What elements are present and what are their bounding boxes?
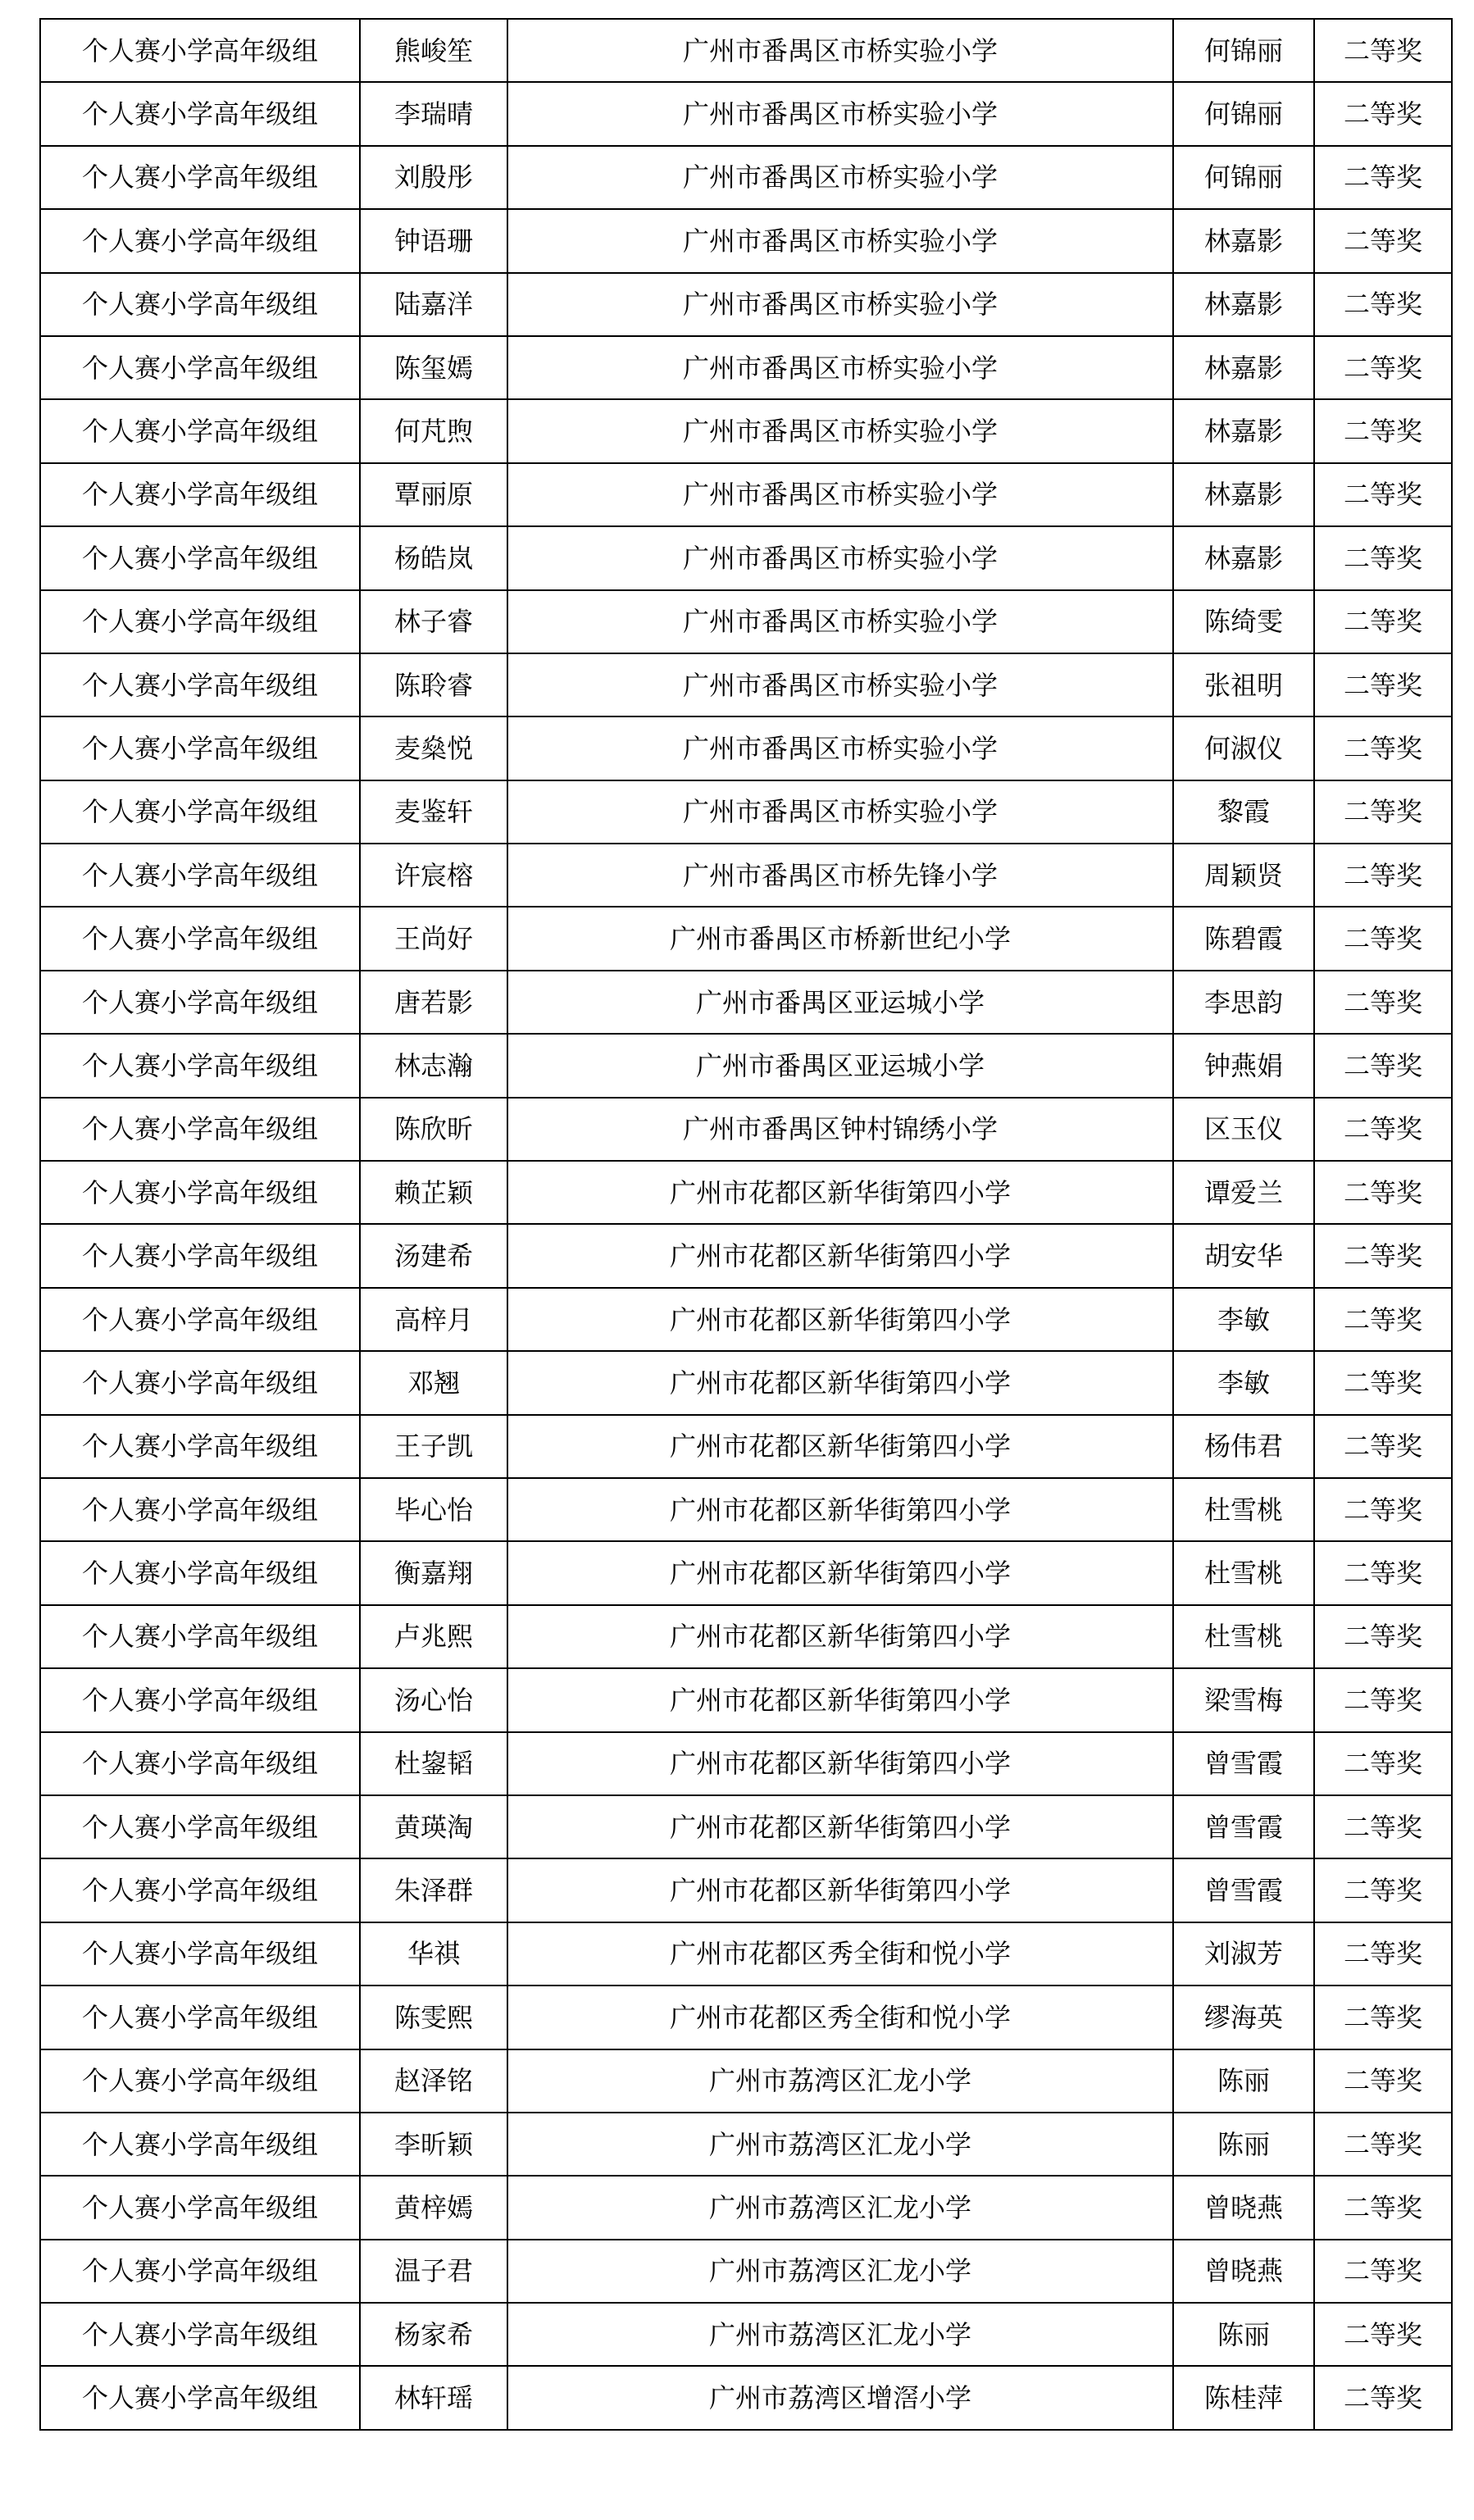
student-name-cell: 汤建希	[360, 1224, 507, 1287]
student-name-cell: 杜鋆韬	[360, 1732, 507, 1795]
group-cell: 个人赛小学高年级组	[40, 590, 360, 653]
teacher-cell: 何锦丽	[1173, 19, 1314, 82]
group-cell: 个人赛小学高年级组	[40, 1288, 360, 1351]
teacher-cell: 林嘉影	[1173, 399, 1314, 462]
table-row	[40, 1288, 1452, 1351]
table-row	[40, 336, 1452, 399]
table-row	[40, 146, 1452, 209]
group-cell: 个人赛小学高年级组	[40, 1795, 360, 1858]
student-name-cell: 卢兆熙	[360, 1605, 507, 1668]
school-cell: 广州市番禺区钟村锦绣小学	[507, 1098, 1173, 1161]
student-name-cell: 陈欣昕	[360, 1098, 507, 1161]
teacher-cell: 林嘉影	[1173, 463, 1314, 526]
teacher-cell: 缪海英	[1173, 1986, 1314, 2049]
award-cell: 二等奖	[1314, 82, 1452, 145]
award-cell: 二等奖	[1314, 780, 1452, 844]
teacher-cell: 刘淑芳	[1173, 1922, 1314, 1986]
school-cell: 广州市花都区新华街第四小学	[507, 1478, 1173, 1541]
award-cell: 二等奖	[1314, 1986, 1452, 2049]
award-cell: 二等奖	[1314, 336, 1452, 399]
award-cell: 二等奖	[1314, 2176, 1452, 2239]
group-cell: 个人赛小学高年级组	[40, 1161, 360, 1224]
teacher-cell: 李思韵	[1173, 971, 1314, 1034]
table-row	[40, 1795, 1452, 1858]
student-name-cell: 陈玺嫣	[360, 336, 507, 399]
teacher-cell: 林嘉影	[1173, 273, 1314, 336]
award-cell: 二等奖	[1314, 1858, 1452, 1922]
teacher-cell: 梁雪梅	[1173, 1668, 1314, 1731]
teacher-cell: 区玉仪	[1173, 1098, 1314, 1161]
table-row	[40, 1541, 1452, 1604]
school-cell: 广州市荔湾区汇龙小学	[507, 2176, 1173, 2239]
student-name-cell: 赵泽铭	[360, 2049, 507, 2113]
table-row	[40, 780, 1452, 844]
award-cell: 二等奖	[1314, 844, 1452, 907]
student-name-cell: 麦鉴轩	[360, 780, 507, 844]
student-name-cell: 李瑞晴	[360, 82, 507, 145]
school-cell: 广州市番禺区亚运城小学	[507, 1034, 1173, 1097]
teacher-cell: 林嘉影	[1173, 526, 1314, 589]
award-cell: 二等奖	[1314, 2113, 1452, 2176]
school-cell: 广州市花都区新华街第四小学	[507, 1541, 1173, 1604]
group-cell: 个人赛小学高年级组	[40, 336, 360, 399]
award-cell: 二等奖	[1314, 1415, 1452, 1478]
school-cell: 广州市番禺区市桥实验小学	[507, 209, 1173, 272]
group-cell: 个人赛小学高年级组	[40, 780, 360, 844]
group-cell: 个人赛小学高年级组	[40, 1858, 360, 1922]
school-cell: 广州市荔湾区汇龙小学	[507, 2049, 1173, 2113]
table-row	[40, 653, 1452, 716]
table-row	[40, 526, 1452, 589]
table-row	[40, 1478, 1452, 1541]
school-cell: 广州市番禺区市桥实验小学	[507, 399, 1173, 462]
teacher-cell: 陈丽	[1173, 2303, 1314, 2366]
school-cell: 广州市番禺区市桥实验小学	[507, 526, 1173, 589]
award-cell: 二等奖	[1314, 1795, 1452, 1858]
student-name-cell: 麦燊悦	[360, 716, 507, 780]
school-cell: 广州市番禺区市桥实验小学	[507, 716, 1173, 780]
school-cell: 广州市荔湾区增滘小学	[507, 2366, 1173, 2429]
award-cell: 二等奖	[1314, 1351, 1452, 1414]
table-row	[40, 1986, 1452, 2049]
student-name-cell: 何芃煦	[360, 399, 507, 462]
student-name-cell: 唐若影	[360, 971, 507, 1034]
school-cell: 广州市荔湾区汇龙小学	[507, 2113, 1173, 2176]
award-cell: 二等奖	[1314, 2240, 1452, 2303]
award-list-body	[40, 19, 1452, 2430]
teacher-cell: 李敏	[1173, 1351, 1314, 1414]
school-cell: 广州市番禺区市桥实验小学	[507, 336, 1173, 399]
teacher-cell: 曾晓燕	[1173, 2240, 1314, 2303]
award-cell: 二等奖	[1314, 971, 1452, 1034]
award-list-table	[39, 18, 1453, 2431]
award-cell: 二等奖	[1314, 1034, 1452, 1097]
student-name-cell: 朱泽群	[360, 1858, 507, 1922]
school-cell: 广州市番禺区市桥实验小学	[507, 82, 1173, 145]
student-name-cell: 林轩瑶	[360, 2366, 507, 2429]
award-cell: 二等奖	[1314, 716, 1452, 780]
school-cell: 广州市番禺区市桥实验小学	[507, 146, 1173, 209]
teacher-cell: 陈丽	[1173, 2049, 1314, 2113]
student-name-cell: 钟语珊	[360, 209, 507, 272]
table-row	[40, 1858, 1452, 1922]
group-cell: 个人赛小学高年级组	[40, 1668, 360, 1731]
school-cell: 广州市番禺区市桥新世纪小学	[507, 907, 1173, 970]
student-name-cell: 李昕颖	[360, 2113, 507, 2176]
table-row	[40, 1668, 1452, 1731]
table-row	[40, 1922, 1452, 1986]
award-cell: 二等奖	[1314, 1288, 1452, 1351]
award-cell: 二等奖	[1314, 2049, 1452, 2113]
school-cell: 广州市花都区新华街第四小学	[507, 1605, 1173, 1668]
school-cell: 广州市番禺区亚运城小学	[507, 971, 1173, 1034]
group-cell: 个人赛小学高年级组	[40, 273, 360, 336]
student-name-cell: 熊峻笙	[360, 19, 507, 82]
group-cell: 个人赛小学高年级组	[40, 82, 360, 145]
teacher-cell: 陈碧霞	[1173, 907, 1314, 970]
student-name-cell: 陈聆睿	[360, 653, 507, 716]
table-row	[40, 2366, 1452, 2429]
award-cell: 二等奖	[1314, 907, 1452, 970]
table-row	[40, 2240, 1452, 2303]
award-cell: 二等奖	[1314, 273, 1452, 336]
teacher-cell: 杨伟君	[1173, 1415, 1314, 1478]
group-cell: 个人赛小学高年级组	[40, 1415, 360, 1478]
group-cell: 个人赛小学高年级组	[40, 971, 360, 1034]
table-row	[40, 590, 1452, 653]
award-cell: 二等奖	[1314, 1922, 1452, 1986]
award-cell: 二等奖	[1314, 146, 1452, 209]
award-cell: 二等奖	[1314, 1161, 1452, 1224]
group-cell: 个人赛小学高年级组	[40, 146, 360, 209]
student-name-cell: 陆嘉洋	[360, 273, 507, 336]
school-cell: 广州市番禺区市桥实验小学	[507, 273, 1173, 336]
table-row	[40, 2113, 1452, 2176]
group-cell: 个人赛小学高年级组	[40, 2049, 360, 2113]
group-cell: 个人赛小学高年级组	[40, 1351, 360, 1414]
school-cell: 广州市番禺区市桥先锋小学	[507, 844, 1173, 907]
school-cell: 广州市花都区新华街第四小学	[507, 1858, 1173, 1922]
table-row	[40, 716, 1452, 780]
teacher-cell: 杜雪桃	[1173, 1605, 1314, 1668]
student-name-cell: 衡嘉翔	[360, 1541, 507, 1604]
award-cell: 二等奖	[1314, 526, 1452, 589]
table-row	[40, 2049, 1452, 2113]
teacher-cell: 曾雪霞	[1173, 1795, 1314, 1858]
award-cell: 二等奖	[1314, 2303, 1452, 2366]
student-name-cell: 林子睿	[360, 590, 507, 653]
group-cell: 个人赛小学高年级组	[40, 907, 360, 970]
student-name-cell: 邓翘	[360, 1351, 507, 1414]
student-name-cell: 王子凯	[360, 1415, 507, 1478]
table-row	[40, 399, 1452, 462]
table-row	[40, 1034, 1452, 1097]
school-cell: 广州市花都区新华街第四小学	[507, 1668, 1173, 1731]
student-name-cell: 黄瑛淘	[360, 1795, 507, 1858]
table-row	[40, 1732, 1452, 1795]
teacher-cell: 林嘉影	[1173, 209, 1314, 272]
school-cell: 广州市荔湾区汇龙小学	[507, 2240, 1173, 2303]
teacher-cell: 曾雪霞	[1173, 1732, 1314, 1795]
award-cell: 二等奖	[1314, 590, 1452, 653]
group-cell: 个人赛小学高年级组	[40, 1732, 360, 1795]
school-cell: 广州市花都区新华街第四小学	[507, 1732, 1173, 1795]
award-cell: 二等奖	[1314, 1668, 1452, 1731]
award-cell: 二等奖	[1314, 1224, 1452, 1287]
table-row	[40, 1161, 1452, 1224]
teacher-cell: 黎霞	[1173, 780, 1314, 844]
school-cell: 广州市花都区新华街第四小学	[507, 1351, 1173, 1414]
school-cell: 广州市花都区新华街第四小学	[507, 1224, 1173, 1287]
table-row	[40, 463, 1452, 526]
group-cell: 个人赛小学高年级组	[40, 2366, 360, 2429]
school-cell: 广州市荔湾区汇龙小学	[507, 2303, 1173, 2366]
group-cell: 个人赛小学高年级组	[40, 844, 360, 907]
group-cell: 个人赛小学高年级组	[40, 209, 360, 272]
group-cell: 个人赛小学高年级组	[40, 463, 360, 526]
group-cell: 个人赛小学高年级组	[40, 19, 360, 82]
award-cell: 二等奖	[1314, 209, 1452, 272]
school-cell: 广州市番禺区市桥实验小学	[507, 653, 1173, 716]
school-cell: 广州市花都区新华街第四小学	[507, 1161, 1173, 1224]
group-cell: 个人赛小学高年级组	[40, 2303, 360, 2366]
teacher-cell: 何淑仪	[1173, 716, 1314, 780]
teacher-cell: 曾雪霞	[1173, 1858, 1314, 1922]
student-name-cell: 赖芷颖	[360, 1161, 507, 1224]
teacher-cell: 胡安华	[1173, 1224, 1314, 1287]
group-cell: 个人赛小学高年级组	[40, 1605, 360, 1668]
student-name-cell: 林志瀚	[360, 1034, 507, 1097]
student-name-cell: 覃丽原	[360, 463, 507, 526]
group-cell: 个人赛小学高年级组	[40, 653, 360, 716]
table-row	[40, 2176, 1452, 2239]
award-cell: 二等奖	[1314, 1541, 1452, 1604]
award-cell: 二等奖	[1314, 2366, 1452, 2429]
group-cell: 个人赛小学高年级组	[40, 2176, 360, 2239]
teacher-cell: 何锦丽	[1173, 82, 1314, 145]
award-cell: 二等奖	[1314, 1605, 1452, 1668]
table-row	[40, 907, 1452, 970]
teacher-cell: 谭爱兰	[1173, 1161, 1314, 1224]
table-row	[40, 1224, 1452, 1287]
school-cell: 广州市花都区新华街第四小学	[507, 1288, 1173, 1351]
table-row	[40, 209, 1452, 272]
school-cell: 广州市花都区新华街第四小学	[507, 1795, 1173, 1858]
student-name-cell: 刘殷彤	[360, 146, 507, 209]
group-cell: 个人赛小学高年级组	[40, 1224, 360, 1287]
award-cell: 二等奖	[1314, 399, 1452, 462]
teacher-cell: 陈绮雯	[1173, 590, 1314, 653]
award-cell: 二等奖	[1314, 463, 1452, 526]
teacher-cell: 张祖明	[1173, 653, 1314, 716]
school-cell: 广州市番禺区市桥实验小学	[507, 780, 1173, 844]
group-cell: 个人赛小学高年级组	[40, 2240, 360, 2303]
teacher-cell: 李敏	[1173, 1288, 1314, 1351]
group-cell: 个人赛小学高年级组	[40, 1922, 360, 1986]
school-cell: 广州市番禺区市桥实验小学	[507, 590, 1173, 653]
student-name-cell: 汤心怡	[360, 1668, 507, 1731]
school-cell: 广州市番禺区市桥实验小学	[507, 463, 1173, 526]
student-name-cell: 杨皓岚	[360, 526, 507, 589]
student-name-cell: 毕心怡	[360, 1478, 507, 1541]
award-cell: 二等奖	[1314, 653, 1452, 716]
award-cell: 二等奖	[1314, 1098, 1452, 1161]
award-cell: 二等奖	[1314, 19, 1452, 82]
student-name-cell: 陈雯熙	[360, 1986, 507, 2049]
group-cell: 个人赛小学高年级组	[40, 1986, 360, 2049]
teacher-cell: 陈丽	[1173, 2113, 1314, 2176]
teacher-cell: 何锦丽	[1173, 146, 1314, 209]
teacher-cell: 钟燕娟	[1173, 1034, 1314, 1097]
table-row	[40, 1098, 1452, 1161]
table-row	[40, 2303, 1452, 2366]
teacher-cell: 周颖贤	[1173, 844, 1314, 907]
school-cell: 广州市花都区新华街第四小学	[507, 1415, 1173, 1478]
group-cell: 个人赛小学高年级组	[40, 2113, 360, 2176]
group-cell: 个人赛小学高年级组	[40, 1541, 360, 1604]
school-cell: 广州市番禺区市桥实验小学	[507, 19, 1173, 82]
table-row	[40, 1605, 1452, 1668]
table-row	[40, 844, 1452, 907]
award-cell: 二等奖	[1314, 1478, 1452, 1541]
group-cell: 个人赛小学高年级组	[40, 1034, 360, 1097]
teacher-cell: 杜雪桃	[1173, 1541, 1314, 1604]
table-row	[40, 1351, 1452, 1414]
teacher-cell: 林嘉影	[1173, 336, 1314, 399]
student-name-cell: 华祺	[360, 1922, 507, 1986]
teacher-cell: 陈桂萍	[1173, 2366, 1314, 2429]
table-row	[40, 19, 1452, 82]
school-cell: 广州市花都区秀全街和悦小学	[507, 1922, 1173, 1986]
group-cell: 个人赛小学高年级组	[40, 716, 360, 780]
group-cell: 个人赛小学高年级组	[40, 1098, 360, 1161]
group-cell: 个人赛小学高年级组	[40, 399, 360, 462]
student-name-cell: 高梓月	[360, 1288, 507, 1351]
group-cell: 个人赛小学高年级组	[40, 1478, 360, 1541]
student-name-cell: 黄梓嫣	[360, 2176, 507, 2239]
table-row	[40, 971, 1452, 1034]
student-name-cell: 杨家希	[360, 2303, 507, 2366]
student-name-cell: 许宸榕	[360, 844, 507, 907]
table-row	[40, 1415, 1452, 1478]
award-cell: 二等奖	[1314, 1732, 1452, 1795]
school-cell: 广州市花都区秀全街和悦小学	[507, 1986, 1173, 2049]
student-name-cell: 温子君	[360, 2240, 507, 2303]
table-row	[40, 273, 1452, 336]
group-cell: 个人赛小学高年级组	[40, 526, 360, 589]
table-row	[40, 82, 1452, 145]
teacher-cell: 曾晓燕	[1173, 2176, 1314, 2239]
student-name-cell: 王尚好	[360, 907, 507, 970]
teacher-cell: 杜雪桃	[1173, 1478, 1314, 1541]
